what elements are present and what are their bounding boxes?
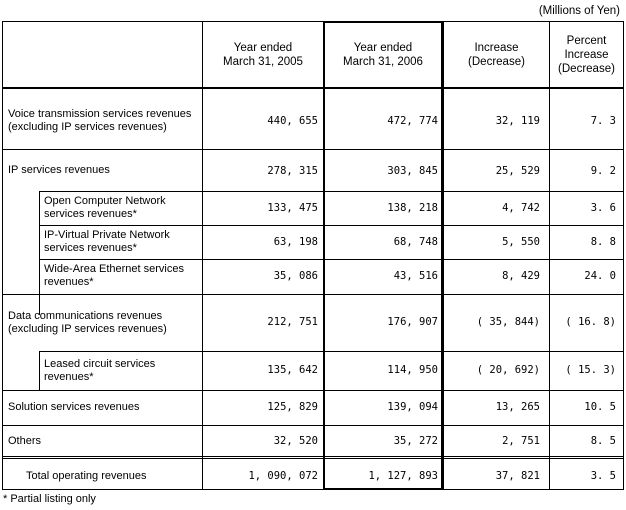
unit-label: (Millions of Yen) (538, 5, 620, 17)
footnote: * Partial listing only (3, 493, 96, 505)
cell-fy2005: 133, 475 (267, 202, 318, 214)
cell-increase: 8, 429 (502, 270, 540, 282)
cell-increase: 32, 119 (495, 115, 540, 127)
cell-fy2005: 440, 655 (267, 115, 318, 127)
row-label: Data communications revenues (excluding IP services revenues) (8, 310, 167, 335)
cell-fy2005: 1, 090, 072 (248, 470, 318, 482)
row-label-total: Total operating revenues (26, 470, 147, 482)
cell-increase: 2, 751 (502, 435, 540, 447)
cell-increase: 37, 821 (495, 470, 540, 482)
cell-fy2006: 139, 094 (387, 401, 438, 413)
cell-percent: 24. 0 (584, 270, 616, 282)
row-label: Solution services revenues (8, 401, 140, 413)
cell-fy2006: 472, 774 (387, 115, 438, 127)
cell-percent: 10. 5 (584, 401, 616, 413)
cell-fy2005: 63, 198 (273, 236, 318, 248)
cell-fy2006: 176, 907 (387, 316, 438, 328)
cell-fy2006: 43, 516 (393, 270, 438, 282)
cell-fy2005: 135, 642 (267, 364, 318, 376)
row-label: Wide-Area Ethernet services revenues* (44, 263, 184, 288)
cell-fy2006: 303, 845 (387, 165, 438, 177)
cell-percent: ( 15. 3) (565, 364, 616, 376)
cell-fy2005: 32, 520 (273, 435, 318, 447)
cell-increase: 5, 550 (502, 236, 540, 248)
cell-fy2005: 125, 829 (267, 401, 318, 413)
row-label: Others (8, 435, 42, 447)
cell-percent: 8. 8 (590, 236, 616, 248)
cell-fy2006: 35, 272 (393, 435, 438, 447)
header-increase: Increase (Decrease) (468, 42, 525, 68)
revenue-table (2, 21, 624, 490)
cell-percent: 8. 5 (590, 435, 616, 447)
header-fy2006: Year ended March 31, 2006 (343, 42, 423, 68)
row-label: Leased circuit services revenues* (44, 358, 156, 383)
row-label: IP-Virtual Private Network services revenues* (44, 229, 170, 254)
cell-fy2005: 278, 315 (267, 165, 318, 177)
cell-percent: 9. 2 (590, 165, 616, 177)
cell-fy2006: 68, 748 (393, 236, 438, 248)
cell-fy2005: 212, 751 (267, 316, 318, 328)
cell-increase: 4, 742 (502, 202, 540, 214)
row-label: Voice transmission services revenues (excluding IP services revenues) (8, 108, 192, 133)
cell-fy2006: 1, 127, 893 (368, 470, 438, 482)
cell-fy2005: 35, 086 (273, 270, 318, 282)
cell-fy2006: 114, 950 (387, 364, 438, 376)
cell-fy2006: 138, 218 (387, 202, 438, 214)
header-fy2005: Year ended March 31, 2005 (223, 42, 303, 68)
cell-percent: 3. 6 (590, 202, 616, 214)
cell-increase: ( 35, 844) (476, 316, 540, 328)
cell-percent: 3. 5 (590, 470, 616, 482)
cell-increase: ( 20, 692) (476, 364, 540, 376)
cell-percent: 7. 3 (590, 115, 616, 127)
header-percent-increase: Percent Increase (Decrease) (558, 35, 615, 75)
cell-percent: ( 16. 8) (565, 316, 616, 328)
cell-increase: 13, 265 (495, 401, 540, 413)
row-label: IP services revenues (8, 164, 110, 176)
cell-increase: 25, 529 (495, 165, 540, 177)
row-label: Open Computer Network services revenues* (44, 195, 166, 220)
